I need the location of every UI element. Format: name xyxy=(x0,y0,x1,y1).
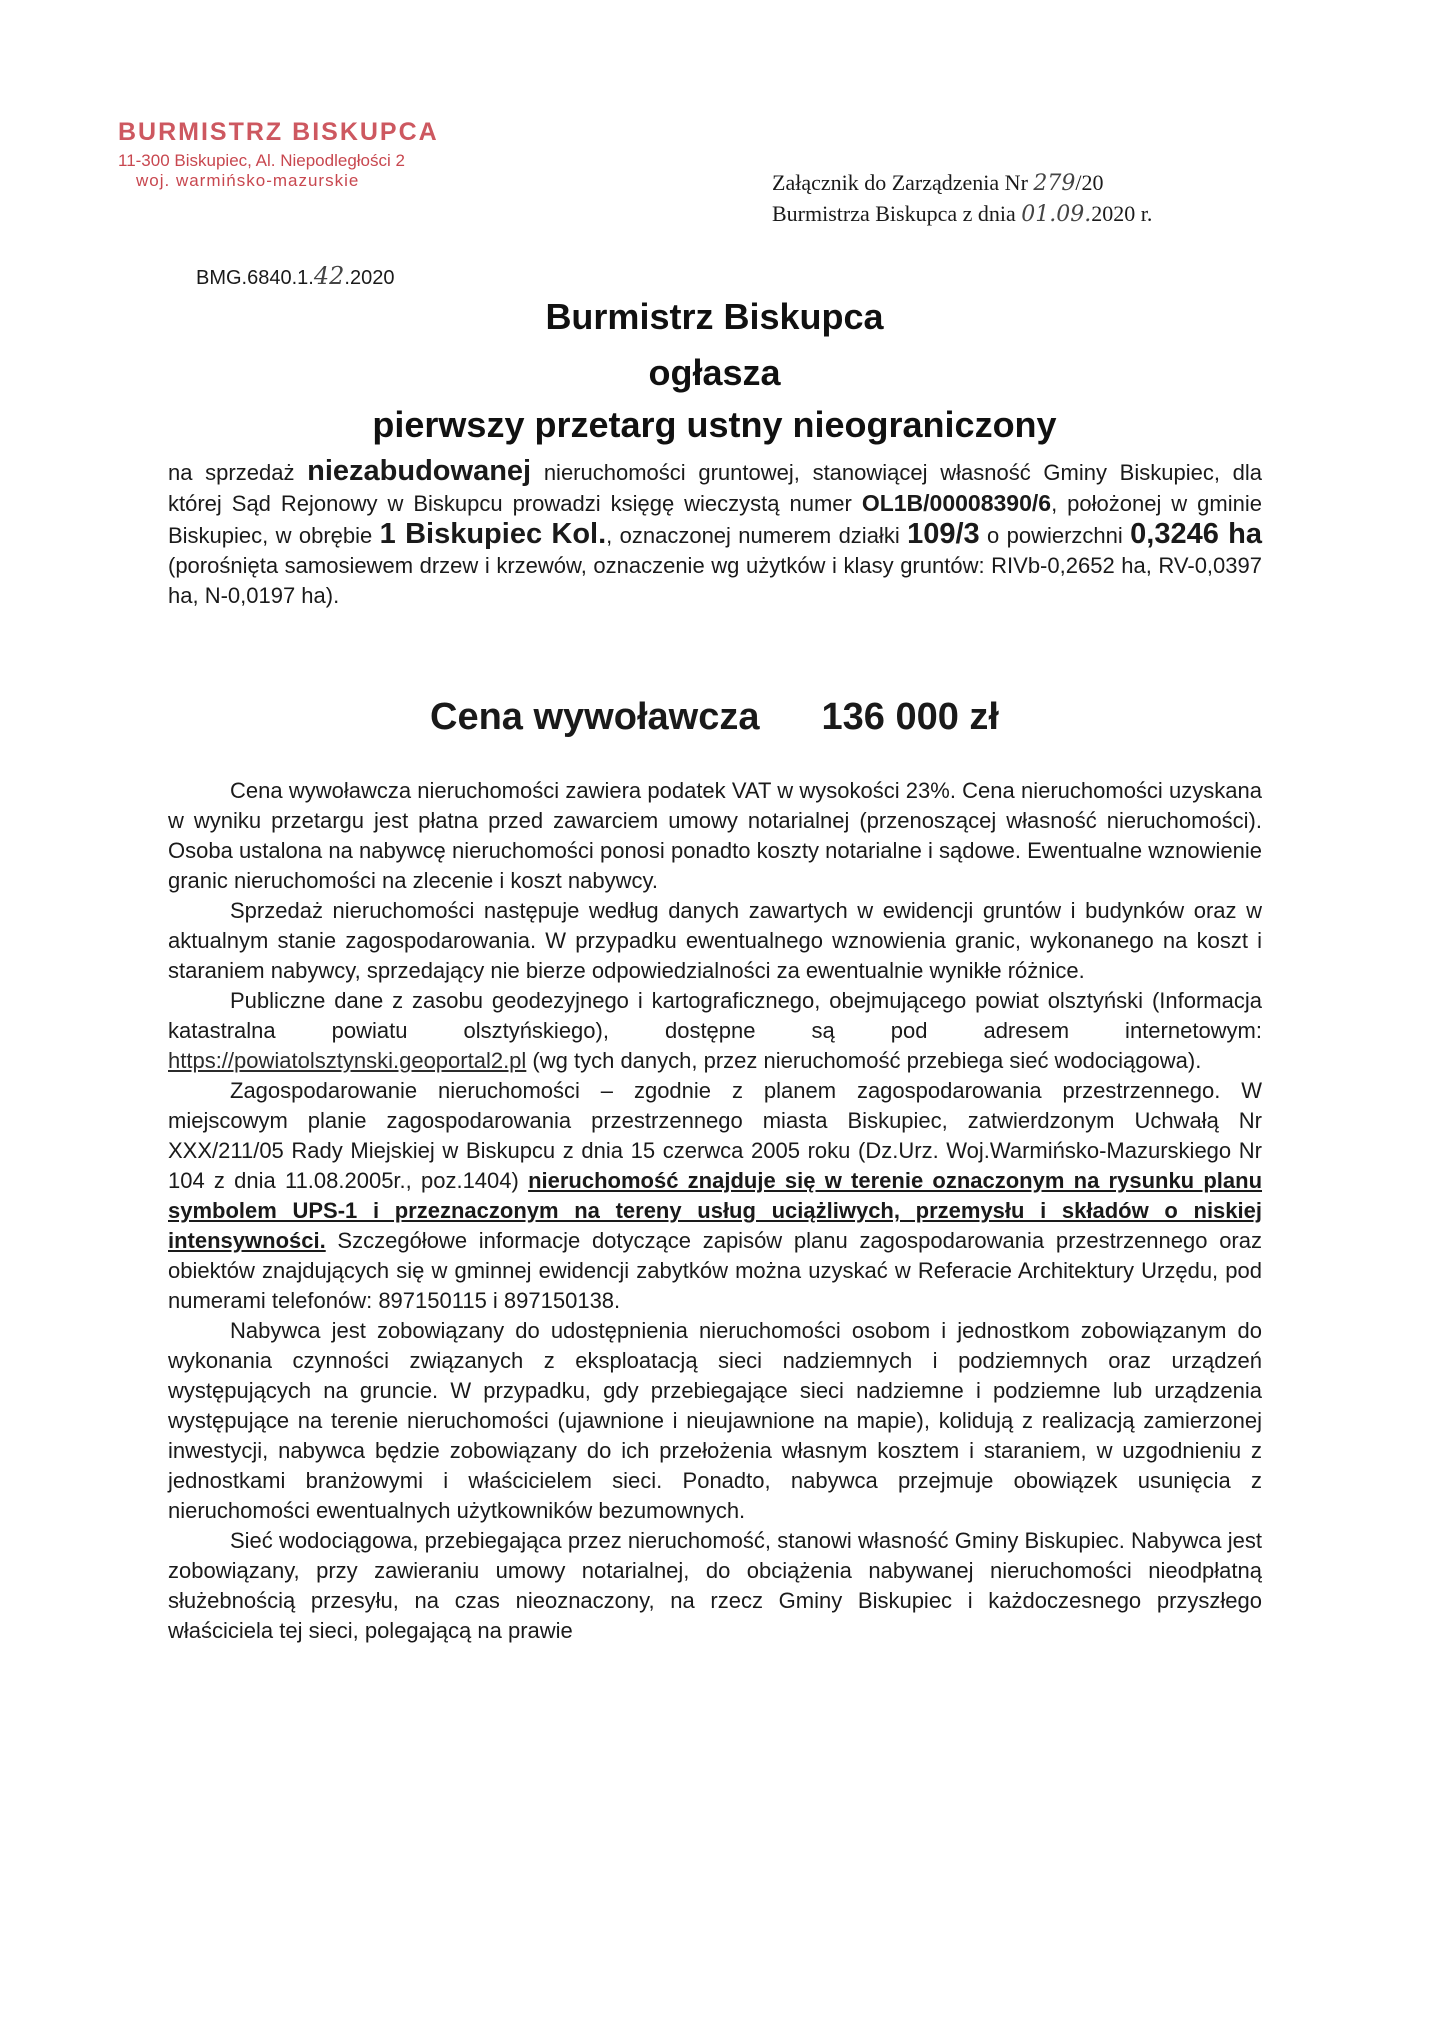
price-label: Cena wywoławcza xyxy=(430,696,760,738)
starting-price xyxy=(0,696,1429,739)
paragraph-sale-basis: Sprzedaż nieruchomości następuje według danych zawartych w ewidencji gruntów i budynków oraz w aktualnym stanie zagospodarowania. W przypadku ewentualnego wznowienia granic, wykonanego na koszt i staraniem nabywcy, sprzedający nie bierze odpowiedzialności za ewentualnie wynikłe różnice. xyxy=(168,898,1262,983)
stamp-line-3: woj. warmińsko-mazurskie xyxy=(136,171,360,190)
official-stamp xyxy=(118,118,439,191)
paragraph-geodata xyxy=(168,986,1262,1076)
paragraph-access-obligation: Nabywca jest zobowiązany do udostępnienia nieruchomości osobom i jednostkom zobowiązanym do wykonania czynności związanych z eksploatacją sieci nadziemnych i podziemnych oraz urządzeń występujących na gruncie. W przypadku, gdy przebiegające sieci nadziemne i podziemne lub urządzenia występujące na terenie nieruchomości (ujawnione i nieujawnione na mapie), kolidują z realizacją zamierzonej inwestycji, nabywca będzie zobowiązany do ich przełożenia własnym kosztem i staraniem, w uzgodnieniu z jednostkami branżowymi i właścicielem sieci. Ponadto, nabywca przejmuje obowiązek usunięcia z nieruchomości ewentualnych użytkowników bezumownych. xyxy=(168,1318,1262,1523)
intro-bold-precinct: 1 Biskupiec Kol. xyxy=(379,518,607,550)
attachment-note xyxy=(772,168,1152,230)
attachment-prefix: Załącznik do Zarządzenia Nr xyxy=(772,170,1034,195)
main-text xyxy=(168,776,1262,1646)
stamp-line-1: BURMISTRZ BISKUPCA xyxy=(118,118,439,146)
zoning-text-1: Zagospodarowanie nieruchomości – zgodnie z planem zagospodarowania przestrzennego. W miejscowym planie zagospodarowania przestrzennego miasta Biskupiec, zatwierdzonym Uchwałą Nr XXX/211/05 Rady Miejskiej w Biskupcu z dnia 15 czerwca 2005 roku (Dz.Urz. Woj.Warmińsko-Mazurskiego Nr 104 z dnia 11.08.2005r., poz.1404) xyxy=(168,1078,1262,1193)
intro-bold-area: 0,3246 ha xyxy=(1130,518,1263,550)
intro-bold-plot: 109/3 xyxy=(907,518,980,550)
zoning-underlined: nieruchomość znajduje się w terenie oznaczonym na rysunku planu symbolem UPS-1 i przeznaczonym na tereny usług uciążliwych, przemysłu i składów o niskiej intensywności. xyxy=(168,1168,1263,1253)
intro-bold-undeveloped: niezabudowanej xyxy=(307,455,532,487)
reference-suffix: .2020 xyxy=(344,267,395,289)
intro-paragraph xyxy=(168,456,1262,611)
reference-number xyxy=(196,262,394,290)
attachment-date-suffix: 2020 r. xyxy=(1091,201,1153,226)
attachment-suffix: /20 xyxy=(1075,170,1104,195)
reference-prefix: BMG.6840.1. xyxy=(196,267,314,289)
intro-text-2: nieruchomości gruntowej, stanowiącej własność Gminy Biskupiec, dla której Sąd Rejonowy w Biskupcu prowadzi księgę wieczystą numer xyxy=(168,460,1262,516)
paragraph-water-network: Sieć wodociągowa, przebiegająca przez nieruchomość, stanowi własność Gminy Biskupiec. Nabywca jest zobowiązany, przy zawieraniu umowy notarialnej, do obciążenia nabywanej nieruchomości nieodpłatną służebnością przesyłu, na czas nieoznaczony, na rzecz Gminy Biskupiec i każdoczesnego przyszłego właściciela tej sieci, polegającą na prawie xyxy=(168,1528,1262,1643)
zoning-text-2: Szczegółowe informacje dotyczące zapisów planu zagospodarowania przestrzennego oraz obiektów znajdujących się w gminnej ewidencji zabytków można uzyskać w Referacie Architektury Urzędu, pod numerami telefonów: 897150115 i 897150138. xyxy=(168,1228,1262,1313)
intro-bold-landregister: OL1B/00008390/6 xyxy=(861,490,1052,516)
handwritten-reference: 42 xyxy=(313,262,345,290)
geodata-text-2: (wg tych danych, przez nieruchomość przebiega sieć wodociągowa). xyxy=(526,1048,1202,1073)
handwritten-date: 01.09. xyxy=(1021,202,1092,227)
stamp-line-2: 11-300 Biskupiec, Al. Niepodległości 2 xyxy=(118,151,405,170)
intro-text-4: , oznaczonej numerem działki xyxy=(606,523,908,548)
paragraph-vat: Cena wywoławcza nieruchomości zawiera podatek VAT w wysokości 23%. Cena nieruchomości uzyskana w wyniku przetargu jest płatna przed zawarciem umowy notarialnej (przenoszącej własność nieruchomości). Osoba ustalona na nabywcę nieruchomości ponosi ponadto koszty notarialne i sądowe. Ewentualne wznowienie granic nieruchomości na zlecenie i koszt nabywcy. xyxy=(168,778,1262,893)
paragraph-zoning xyxy=(168,1076,1262,1316)
attachment-line-2 xyxy=(772,199,1152,230)
attachment-line-1 xyxy=(772,168,1152,199)
title-announces: ogłasza xyxy=(648,352,781,393)
geoportal-link[interactable]: https://powiatolsztynski.geoportal2.pl xyxy=(168,1048,527,1073)
price-value: 136 000 zł xyxy=(821,696,999,738)
handwritten-number: 279 xyxy=(1033,171,1076,196)
title-tender: pierwszy przetarg ustny nieograniczony xyxy=(372,404,1057,445)
attachment-date-prefix: Burmistrza Biskupca z dnia xyxy=(772,201,1022,226)
title-mayor: Burmistrz Biskupca xyxy=(545,296,884,337)
intro-text-6: (porośnięta samosiewem drzew i krzewów, oznaczenie wg użytków i klasy gruntów: RIVb-0,2652 ha, RV-0,0397 ha, N-0,0197 ha). xyxy=(168,553,1262,608)
intro-text-3: , położonej w gminie Biskupiec, w obrębie xyxy=(168,491,1262,548)
intro-text-1: na sprzedaż xyxy=(168,460,308,485)
geodata-text-1: Publiczne dane z zasobu geodezyjnego i kartograficznego, obejmującego powiat olsztyński (Informacja katastralna powiatu olsztyńskiego), dostępne są pod adresem internetowym: xyxy=(168,988,1262,1043)
intro-text-5: o powierzchni xyxy=(979,523,1131,548)
